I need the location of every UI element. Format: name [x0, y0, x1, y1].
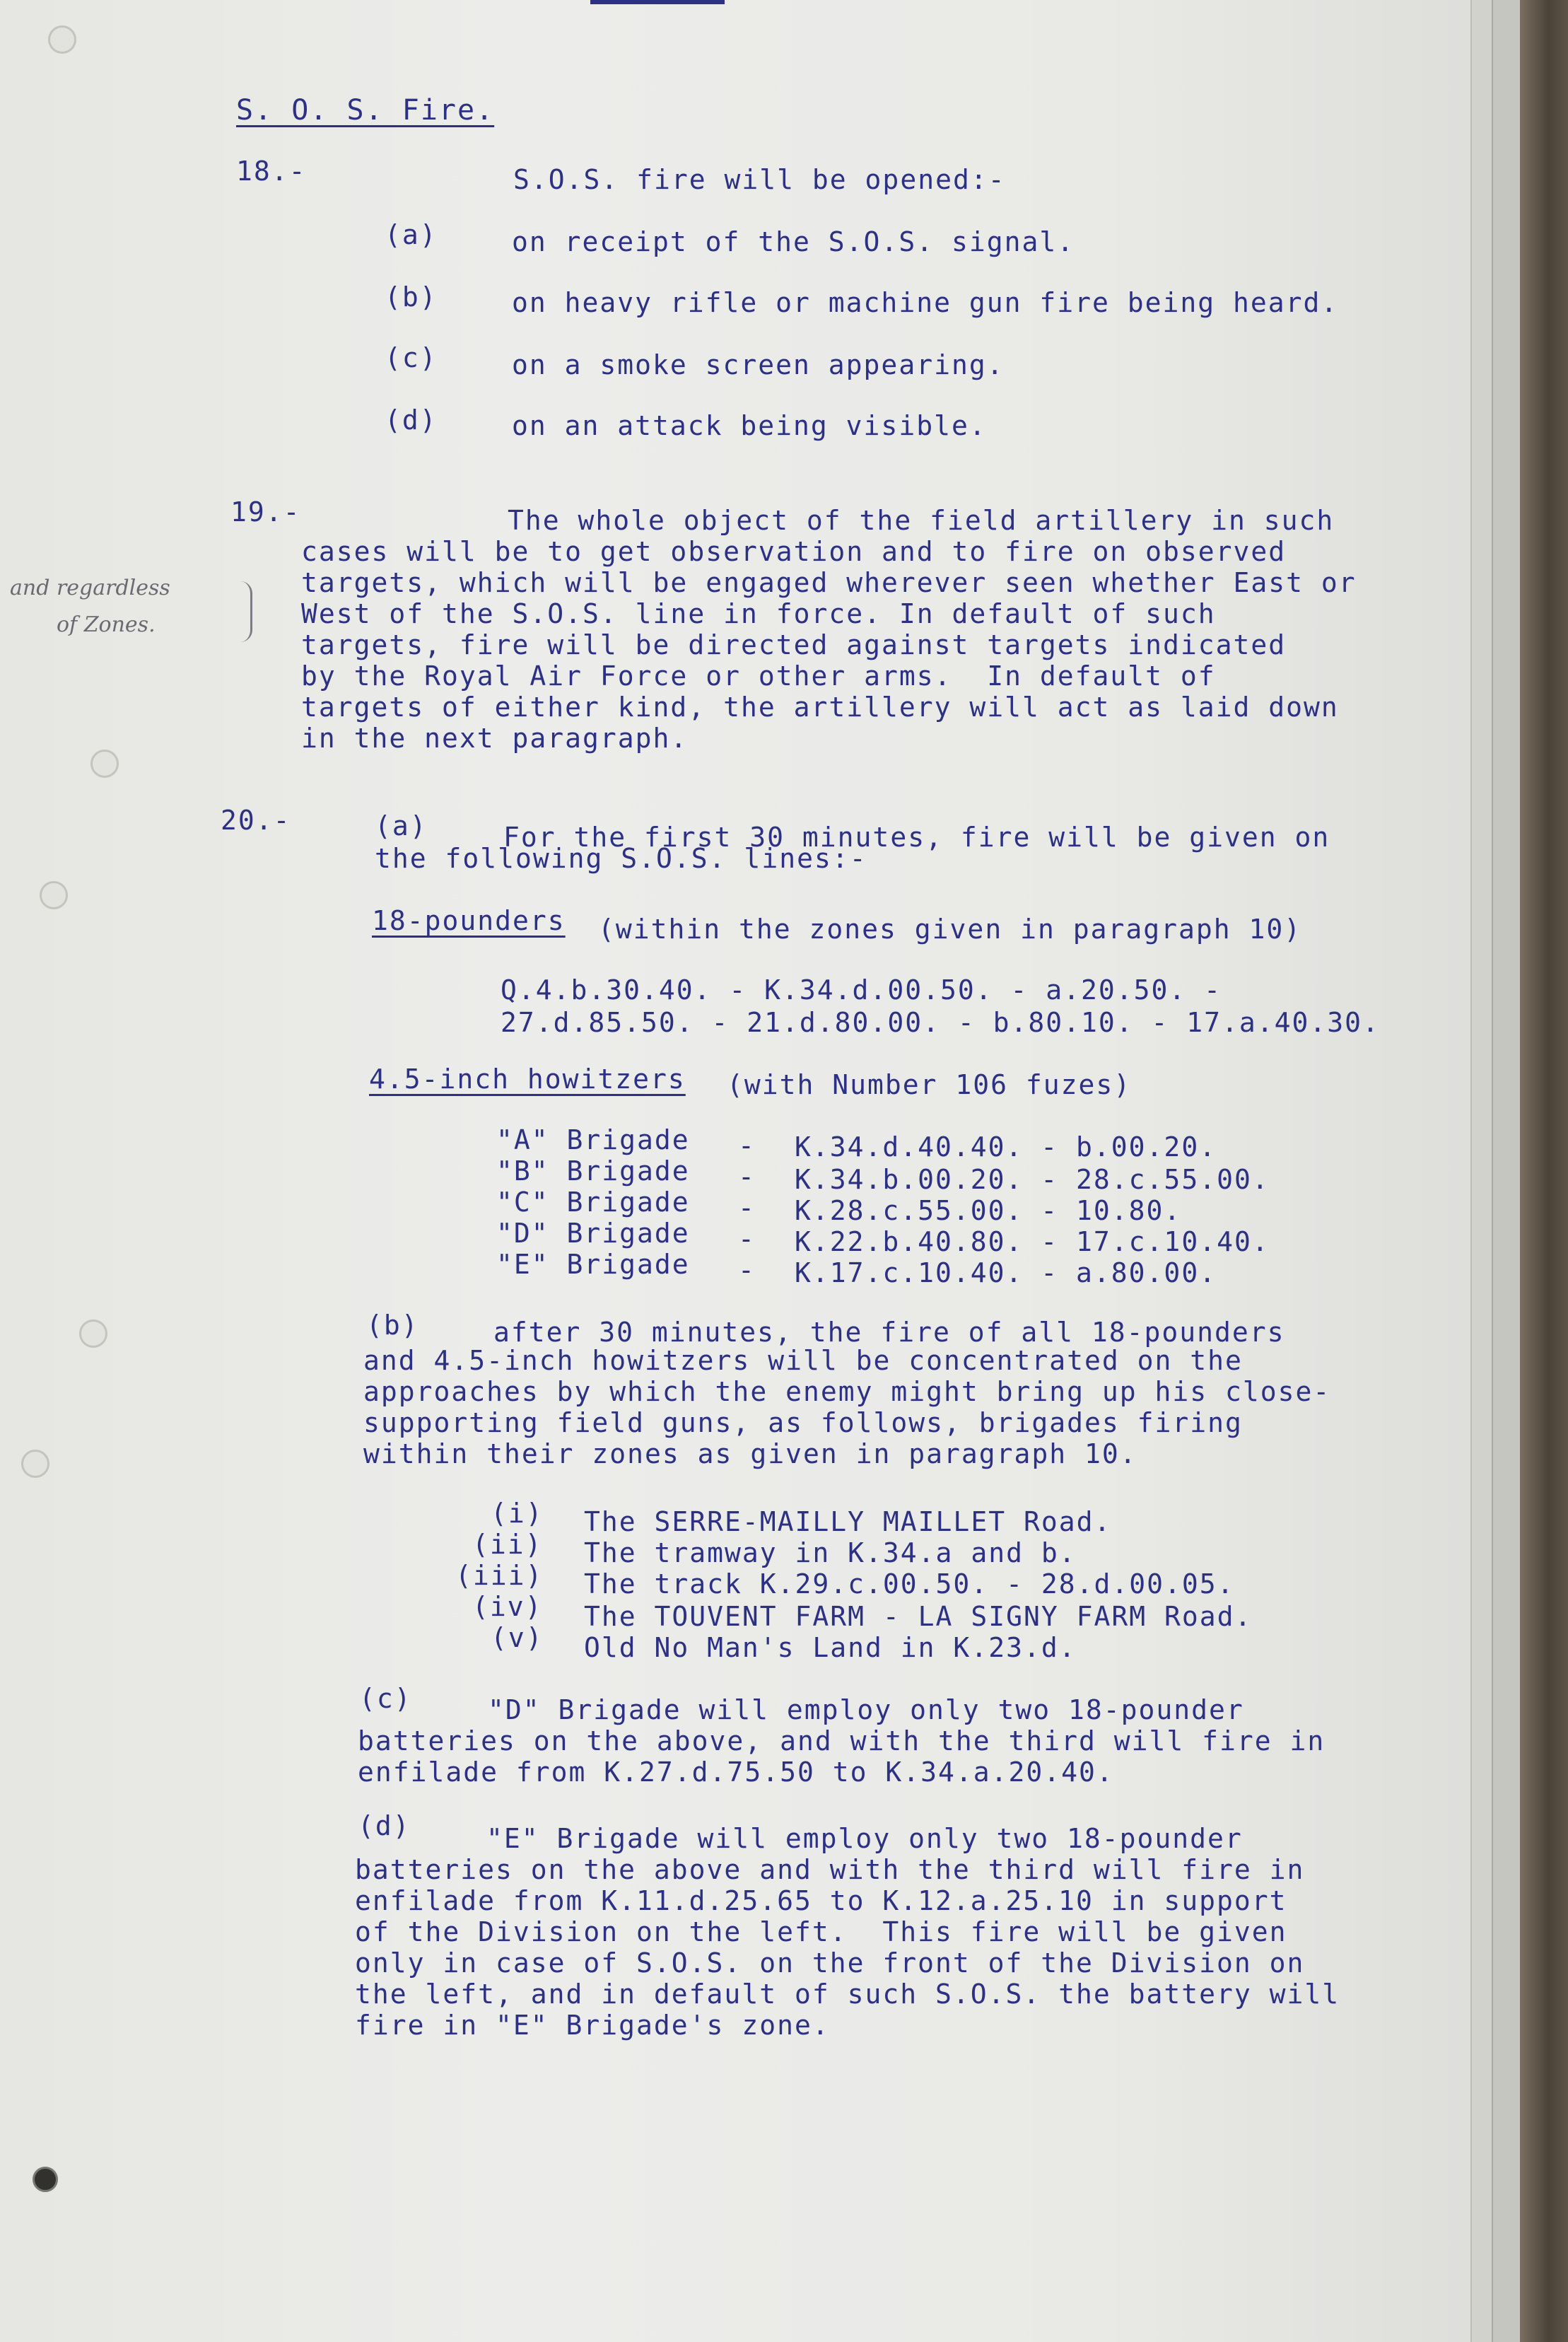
text-line: supporting field guns, as follows, brigades firing: [363, 1407, 1243, 1438]
text-line: in the next paragraph.: [301, 723, 689, 754]
underlying-page-edge: [1470, 0, 1493, 2342]
sub-label: (b): [366, 1310, 419, 1341]
para-18-number: 18.-: [236, 156, 307, 187]
pounders-line: Q.4.b.30.40. - K.34.d.00.50. - a.20.50. -: [501, 974, 1222, 1006]
text-line: batteries on the above and with the third will fire in: [355, 1854, 1305, 1885]
route-text: The SERRE-MAILLY MAILLET Road.: [584, 1506, 1112, 1537]
route-label: (ii): [472, 1529, 543, 1560]
brigade-name: "C" Brigade: [496, 1187, 690, 1218]
sub-label: (a): [375, 810, 428, 841]
route-text: Old No Man's Land in K.23.d.: [584, 1632, 1077, 1663]
punch-hole: [90, 750, 119, 778]
text-line: by the Royal Air Force or other arms. In default of: [301, 660, 1216, 692]
punch-hole: [40, 881, 68, 909]
brigade-dash: -: [738, 1223, 756, 1254]
para-20c-first-line: "D" Brigade will employ only two 18-pounder: [488, 1694, 1244, 1725]
item-text: on an attack being visible.: [512, 410, 987, 441]
para-20d-first-line: "E" Brigade will employ only two 18-pounder: [486, 1823, 1243, 1854]
margin-note-line: of Zones.: [57, 612, 156, 637]
text-line: approaches by which the enemy might bring up his close-: [363, 1376, 1331, 1407]
howitzers-note: (with Number 106 fuzes): [727, 1069, 1132, 1100]
item-label: (a): [385, 219, 438, 250]
brigade-name: "E" Brigade: [496, 1249, 690, 1280]
route-label: (iii): [455, 1560, 544, 1591]
route-label: (v): [491, 1622, 544, 1653]
route-text: The track K.29.c.00.50. - 28.d.00.05.: [584, 1568, 1235, 1600]
top-underline-mark: [590, 0, 725, 4]
brigade-line: K.22.b.40.80. - 17.c.10.40.: [795, 1226, 1270, 1257]
text-line: of the Division on the left. This fire will be given: [355, 1916, 1287, 1947]
text-line: only in case of S.O.S. on the front of the Division on: [355, 1947, 1305, 1979]
underlying-page-edge: [1492, 0, 1521, 2342]
text-line: targets, fire will be directed against targets indicated: [301, 629, 1287, 660]
brigade-dash: -: [738, 1130, 756, 1161]
brigade-name: "A" Brigade: [496, 1124, 690, 1155]
item-label: (d): [385, 404, 438, 436]
sub-label: (c): [359, 1683, 412, 1714]
howitzers-heading: 4.5-inch howitzers: [369, 1064, 686, 1095]
text-line: batteries on the above, and with the third will fire in: [358, 1725, 1326, 1756]
route-text: The tramway in K.34.a and b.: [584, 1537, 1077, 1568]
para-20a-line: For the first 30 minutes, fire will be given on: [503, 822, 1330, 853]
text-line: targets of either kind, the artillery will act as laid down: [301, 692, 1339, 723]
section-heading: S. O. S. Fire.: [236, 94, 495, 127]
para-20d-body: [355, 1854, 1340, 2041]
brigade-dash: -: [738, 1161, 756, 1192]
route-text: The TOUVENT FARM - LA SIGNY FARM Road.: [584, 1601, 1253, 1632]
text-line: enfilade from K.27.d.75.50 to K.34.a.20.40.: [358, 1756, 1114, 1788]
text-line: enfilade from K.11.d.25.65 to K.12.a.25.10 in support: [355, 1885, 1287, 1916]
binder-edge: [1520, 0, 1568, 2342]
punch-hole: [21, 1450, 49, 1478]
brigade-line: K.34.d.40.40. - b.00.20.: [795, 1131, 1217, 1163]
para-19-body: [301, 536, 1357, 754]
para-20a-line: the following S.O.S. lines:-: [375, 843, 867, 874]
brigade-dash: -: [738, 1192, 756, 1223]
route-label: (iv): [472, 1591, 543, 1622]
brigade-name: "B" Brigade: [496, 1155, 690, 1187]
margin-brace: [240, 581, 252, 642]
sub-label: (d): [358, 1810, 411, 1841]
brigade-dash: -: [738, 1254, 756, 1286]
item-label: (b): [385, 281, 438, 313]
text-line: targets, which will be engaged wherever seen whether East or: [301, 567, 1357, 598]
para-19-number: 19.-: [230, 496, 301, 528]
item-text: on receipt of the S.O.S. signal.: [512, 226, 1075, 257]
para-18-intro: S.O.S. fire will be opened:-: [513, 164, 1006, 195]
pounders-heading: 18-pounders: [372, 905, 566, 936]
text-line: fire in "E" Brigade's zone.: [355, 2010, 830, 2041]
brigade-line: K.28.c.55.00. - 10.80.: [795, 1195, 1182, 1226]
punch-hole: [48, 25, 76, 54]
punch-hole: [33, 2167, 58, 2192]
para-19-first-line: The whole object of the field artillery in such: [508, 505, 1335, 536]
text-line: West of the S.O.S. line in force. In default of such: [301, 598, 1216, 629]
text-line: the left, and in default of such S.O.S. the battery will: [355, 1979, 1340, 2010]
brigade-name: "D" Brigade: [496, 1218, 690, 1249]
margin-note-line: and regardless: [10, 576, 170, 600]
text-line: and 4.5-inch howitzers will be concentrated on the: [363, 1345, 1243, 1376]
punch-hole: [79, 1319, 107, 1348]
para-20b-first-line: after 30 minutes, the fire of all 18-pounders: [493, 1317, 1285, 1348]
pounders-note: (within the zones given in paragraph 10): [598, 914, 1302, 945]
para-20-number: 20.-: [221, 805, 291, 836]
item-label: (c): [385, 342, 438, 373]
item-text: on heavy rifle or machine gun fire being heard.: [512, 287, 1339, 318]
route-label: (i): [491, 1498, 544, 1529]
text-line: within their zones as given in paragraph 10.: [363, 1438, 1137, 1469]
brigade-line: K.34.b.00.20. - 28.c.55.00.: [795, 1164, 1270, 1195]
text-line: cases will be to get observation and to fire on observed: [301, 536, 1287, 567]
item-text: on a smoke screen appearing.: [512, 349, 1005, 380]
pounders-line: 27.d.85.50. - 21.d.80.00. - b.80.10. - 17.a.40.30.: [501, 1007, 1380, 1038]
para-20c-body: [358, 1725, 1325, 1788]
brigade-line: K.17.c.10.40. - a.80.00.: [795, 1257, 1217, 1288]
para-20b-body: [363, 1345, 1330, 1469]
